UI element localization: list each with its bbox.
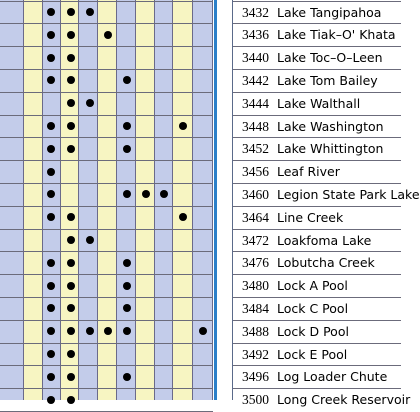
grid-column — [79, 0, 98, 400]
water-name: Lake Tiak–O' Khata — [277, 27, 396, 43]
species-dot — [67, 122, 75, 130]
water-name: Lock D Pool — [277, 323, 349, 339]
water-number: 3440 — [242, 50, 269, 66]
grid-row-line — [0, 343, 213, 344]
water-name: Lock A Pool — [277, 278, 348, 294]
grid-column — [24, 0, 43, 400]
grid-row-line — [0, 160, 213, 161]
list-item — [233, 183, 420, 206]
grid-column — [0, 0, 24, 400]
water-number: 3452 — [242, 141, 269, 157]
list-item — [233, 388, 411, 411]
species-dot — [47, 145, 55, 153]
list-item — [233, 206, 401, 229]
water-number: 3476 — [242, 255, 269, 271]
water-name: Legion State Park Lake — [277, 186, 420, 202]
water-name: Lobutcha Creek — [277, 255, 375, 271]
list-item — [233, 69, 401, 92]
grid-column — [117, 0, 136, 400]
species-dot — [47, 31, 55, 39]
column-divider — [214, 0, 217, 400]
grid-row-line — [0, 274, 213, 275]
species-dot — [47, 168, 55, 176]
list-item — [233, 46, 401, 69]
water-name: Lake Washington — [277, 118, 384, 134]
species-dot — [179, 122, 187, 130]
water-number: 3500 — [242, 392, 269, 408]
list-item — [233, 115, 401, 138]
species-dot — [47, 54, 55, 62]
water-number: 3464 — [242, 209, 269, 225]
grid-column — [193, 0, 213, 400]
grid-row-line — [0, 23, 213, 24]
water-name: Long Creek Reservoir — [277, 392, 411, 408]
grid-row-line — [0, 229, 213, 230]
species-dot — [47, 8, 55, 16]
water-number: 3436 — [242, 27, 269, 43]
list-item — [233, 1, 401, 24]
water-name: Lake Tangipahoa — [277, 4, 382, 20]
water-name: Lake Toc–O–Leen — [277, 50, 383, 66]
list-item — [233, 320, 401, 343]
species-dot — [123, 282, 131, 290]
grid-row-line — [0, 69, 213, 70]
water-number: 3448 — [242, 118, 269, 134]
species-dot — [67, 8, 75, 16]
grid-row-line — [0, 1, 213, 2]
water-number: 3484 — [242, 300, 269, 316]
water-number: 3456 — [242, 164, 269, 180]
water-name: Line Creek — [277, 209, 344, 225]
species-dot — [123, 373, 131, 381]
water-number: 3496 — [242, 369, 269, 385]
grid-row-line — [0, 183, 213, 184]
list-item — [233, 23, 401, 46]
list-item — [233, 251, 401, 274]
grid-row-line — [0, 388, 213, 389]
water-number: 3492 — [242, 346, 269, 362]
water-name: Lock E Pool — [277, 346, 348, 362]
species-dot — [67, 373, 75, 381]
list-item — [233, 365, 401, 388]
species-dot — [67, 282, 75, 290]
grid-column — [98, 0, 117, 400]
species-dot — [123, 259, 131, 267]
species-dot — [86, 236, 94, 244]
grid-row-line — [0, 92, 213, 93]
water-body-list — [232, 0, 420, 408]
species-dot — [67, 350, 75, 358]
grid-row-line — [0, 297, 213, 298]
list-item — [233, 297, 401, 320]
grid-row-line — [0, 251, 213, 252]
species-dot — [86, 8, 94, 16]
species-dot — [123, 145, 131, 153]
species-dot — [47, 396, 55, 404]
grid-row-line — [0, 46, 213, 47]
water-number: 3444 — [242, 95, 269, 111]
species-dot — [47, 350, 55, 358]
list-item — [233, 274, 401, 297]
species-dot — [123, 122, 131, 130]
water-number: 3442 — [242, 72, 269, 88]
water-number: 3480 — [242, 278, 269, 294]
grid-row-line — [0, 137, 213, 138]
water-name: Leaf River — [277, 164, 340, 180]
list-item — [233, 137, 401, 160]
grid-row-line — [0, 115, 213, 116]
water-number: 3432 — [242, 4, 269, 20]
water-name: Lake Tom Bailey — [277, 72, 378, 88]
water-number: 3472 — [242, 232, 269, 248]
grid-column — [173, 0, 193, 400]
water-name: Loakfoma Lake — [277, 232, 372, 248]
water-name: Log Loader Chute — [277, 369, 388, 385]
grid-column — [155, 0, 173, 400]
water-number: 3488 — [242, 323, 269, 339]
grid-row-line — [0, 206, 213, 207]
water-name: Lake Whittington — [277, 141, 384, 157]
species-dot — [47, 122, 55, 130]
species-dot — [47, 282, 55, 290]
list-item — [233, 343, 401, 366]
water-name: Lake Walthall — [277, 95, 361, 111]
species-dot — [67, 396, 75, 404]
list-item — [233, 92, 401, 115]
list-item — [233, 160, 401, 183]
species-dot — [67, 54, 75, 62]
water-name: Lock C Pool — [277, 300, 349, 316]
water-number: 3460 — [242, 186, 269, 202]
grid-column — [136, 0, 155, 400]
species-dot — [67, 236, 75, 244]
species-dot-grid — [0, 0, 213, 400]
species-dot — [67, 145, 75, 153]
species-dot — [104, 31, 112, 39]
grid-row-line — [0, 365, 213, 366]
grid-row-line — [0, 320, 213, 321]
species-dot — [47, 373, 55, 381]
list-item — [233, 229, 401, 252]
species-dot — [67, 31, 75, 39]
species-dot — [67, 259, 75, 267]
species-dot — [47, 259, 55, 267]
